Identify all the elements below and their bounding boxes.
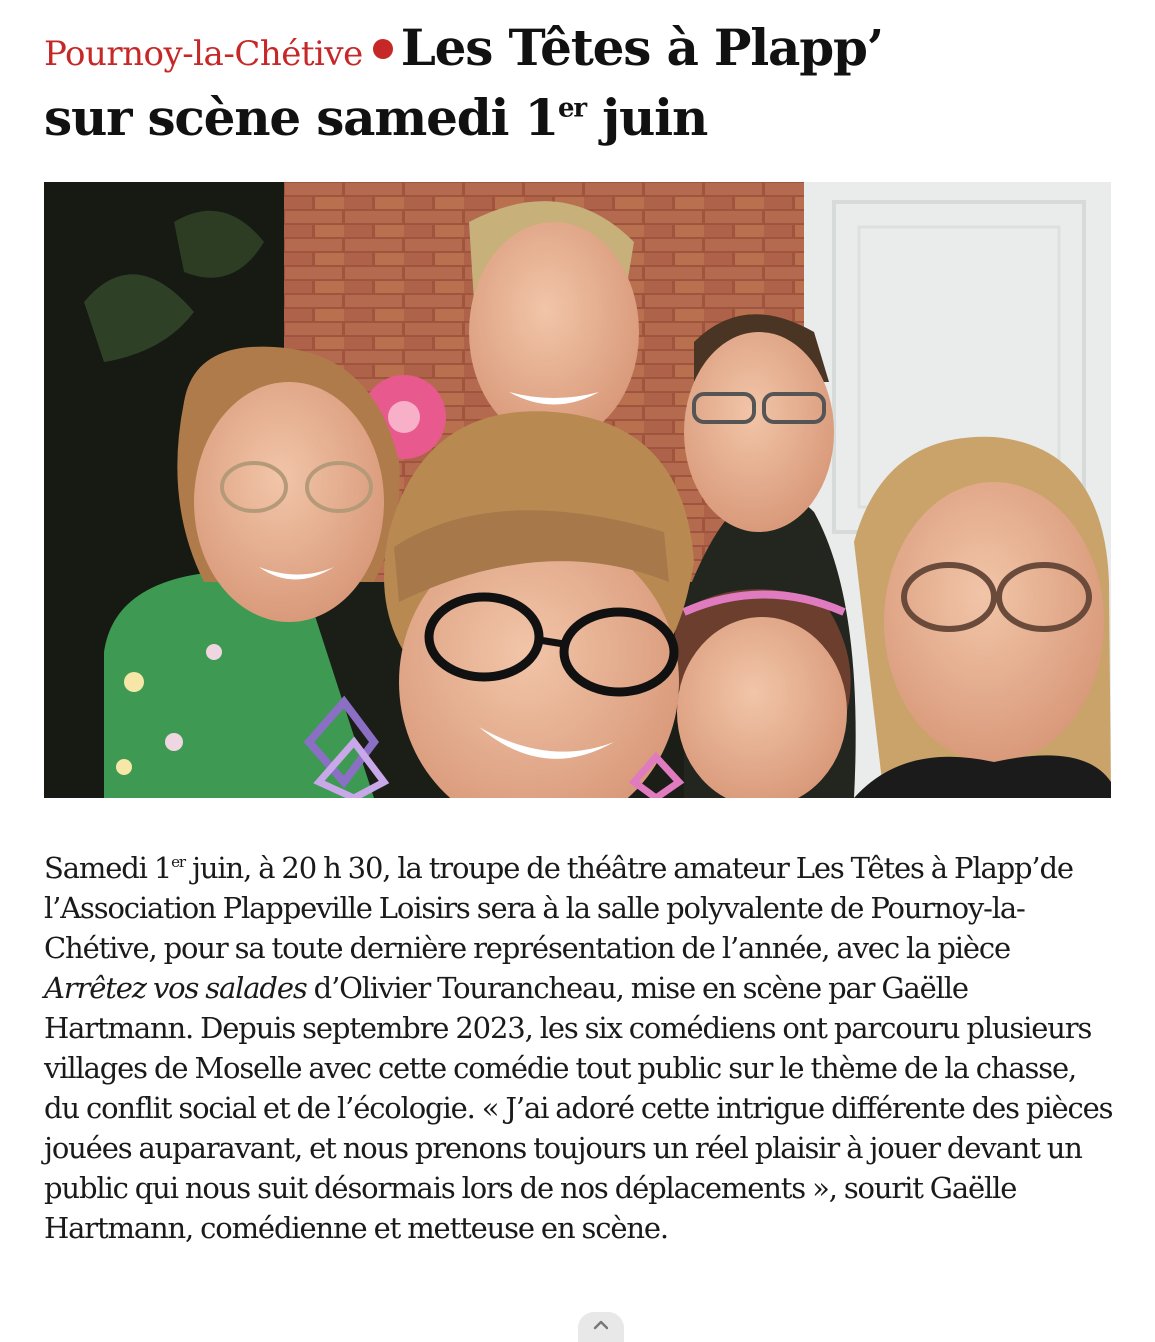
location-kicker: Pournoy-la-Chétive [44,34,363,74]
article-photo [44,182,1111,798]
headline-part-1: Les Têtes à Plapp’ [400,18,883,77]
body-text-1: Samedi 1 [44,851,172,885]
chevron-up-icon [593,1320,609,1330]
body-superscript: er [171,853,185,872]
article-body [44,848,1116,1248]
play-title: Arrêtez vos salades [44,971,307,1005]
headline-part-3: juin [602,88,708,147]
body-text-2: juin, à 20 h 30, la troupe de théâtre amateur Les Têtes à Plapp’de l’Association Plappeville Loisirs sera à la salle polyvalente de Pournoy-la-Chétive, pour sa toute dernière représentation de l’année, avec la pièce [44,851,1073,965]
body-text-3: d’Olivier Tourancheau, mise en scène par Gaëlle Hartmann. Depuis septembre 2023, les six comédiens ont parcouru plusieurs villages de Moselle avec cette comédie tout public sur le thème de la chasse, du conflit social et de l’écologie. « J’ai adoré cette intrigue différente des pièces jouées auparavant, et nous prenons toujours un réel plaisir à jouer devant un public qui nous suit désormais lors de nos déplacements », sourit Gaëlle Hartmann, comédienne et metteuse en scène. [44,971,1113,1245]
article-headline [44,16,1114,150]
scroll-up-button[interactable] [578,1312,624,1342]
headline-part-2: sur scène samedi 1 [44,88,559,147]
headline-superscript: er [558,93,586,124]
kicker-bullet-icon [373,39,393,59]
